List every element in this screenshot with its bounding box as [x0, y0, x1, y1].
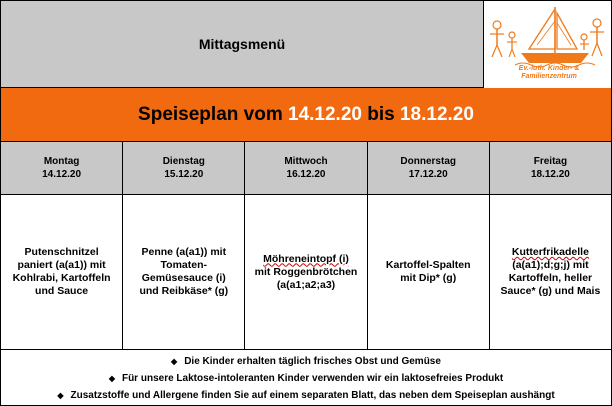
note-item [57, 387, 554, 404]
day-name: Dienstag [162, 156, 205, 167]
title-cell [1, 1, 484, 88]
note-item [109, 370, 503, 387]
day-name: Freitag [533, 156, 568, 167]
meal-wednesday [245, 195, 367, 350]
diamond-bullet-icon: ◆ [57, 390, 64, 400]
day-name: Mittwoch [284, 156, 328, 167]
meal-line: Putenschnitzel [24, 246, 99, 258]
banner-date-from: 14.12.20 [288, 103, 362, 125]
meal-line: mit Roggenbrötchen [254, 265, 358, 278]
day-date: 16.12.20 [286, 169, 326, 180]
meal-line: und Sauce [35, 285, 89, 297]
banner-date-to: 18.12.20 [399, 103, 474, 125]
meal-line: mit Dip* (g) [400, 272, 457, 284]
day-date: 18.12.20 [530, 169, 570, 180]
diamond-bullet-icon: ◆ [108, 373, 115, 383]
meal-line: Sauce* (g) und Mais [500, 285, 601, 297]
meal-line: Kartoffeln, heller [508, 272, 593, 284]
day-date: 14.12.20 [42, 169, 82, 180]
header-row [1, 1, 611, 88]
meal-friday [490, 195, 611, 350]
logo-caption: Ev.-luth. Kinder- & Familienzentrum [518, 65, 580, 80]
meal-line: paniert (a(a1)) mit [17, 259, 106, 271]
meal-line: Kutterfrikadelle [511, 246, 589, 258]
note-text: Für unsere Laktose-intoleranten Kinder verwenden wir ein laktosefreies Produkt [121, 372, 504, 384]
day-name: Donnerstag [400, 156, 456, 167]
page-title: Mittagsmenü [198, 36, 286, 52]
meal-thursday [368, 195, 490, 350]
meal-line: Gemüsesauce (i) [141, 272, 226, 284]
meal-line: Tomaten- [160, 259, 208, 271]
note-text: Zusatzstoffe und Allergene finden Sie auf einem separaten Blatt, das neben dem Speiseplan aushängt [70, 389, 555, 401]
day-date: 15.12.20 [164, 169, 204, 180]
day-header-thursday [368, 142, 490, 195]
meal-monday [1, 195, 123, 350]
day-header-tuesday [123, 142, 245, 195]
meal-line: Möhreneintopf (i) [263, 252, 349, 265]
notes-section [1, 350, 611, 406]
meal-row [1, 195, 611, 350]
meal-line: (a(a1);d;g;j) mit [512, 259, 589, 271]
meal-line: und Reibkäse* (g) [139, 285, 229, 297]
menu-period-banner [1, 88, 611, 142]
meal-line: Kohlrabi, Kartoffeln [12, 272, 111, 284]
note-text: Die Kinder erhalten täglich frisches Obst und Gemüse [184, 355, 441, 367]
day-header-wednesday [245, 142, 367, 195]
meal-line: Kartoffel-Spalten [385, 259, 471, 271]
weekday-header-row [1, 142, 611, 195]
meal-line: Penne (a(a1)) mit [141, 246, 227, 258]
kita-logo [485, 1, 611, 88]
day-name: Montag [43, 156, 80, 167]
meal-line: (a(a1;a2;a3) [276, 278, 336, 291]
meal-tuesday [123, 195, 245, 350]
banner-connector: bis [361, 103, 400, 125]
banner-prefix: Speiseplan vom [138, 103, 288, 125]
day-header-monday [1, 142, 123, 195]
day-header-friday [490, 142, 611, 195]
day-date: 17.12.20 [408, 169, 448, 180]
diamond-bullet-icon: ◆ [171, 356, 178, 366]
note-item [171, 353, 441, 370]
